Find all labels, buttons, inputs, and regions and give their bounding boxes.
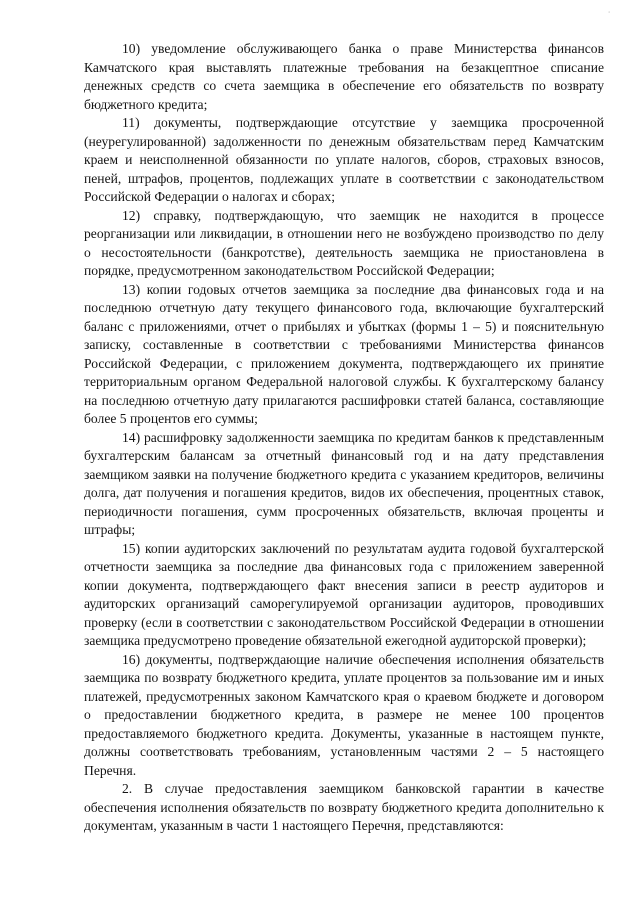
paragraph-item-12: 12) справку, подтверждающую, что заемщик не находится в процессе реорганизации или ликвидации, в отношении него не возбуждено производство по делу о несостоятельности (банкротстве), деятельность заемщика не приостановлена в порядке, предусмотренном законодательством Российской Федерации; bbox=[84, 207, 604, 278]
paragraph-item-14: 14) расшифровку задолженности заемщика по кредитам банков к представленным бухгалтерским балансам за отчетный финансовый год и на дату представления заемщиком заявки на получение бюджетного кредита с указанием кредиторов, величины долга, дат получения и погашения кредитов, видов их обеспечения, процентных ставок, периодичности погашения, сумм просроченных обязательств, включая проценты и штрафы; bbox=[84, 429, 604, 537]
paragraph-part-2: 2. В случае предоставления заемщиком банковской гарантии в качестве обеспечения исполнения обязательств по возврату бюджетного кредита дополнительно к документам, указанным в части 1 настоящего Перечня, представляются: bbox=[84, 781, 604, 833]
paragraph-item-10: 10) уведомление обслуживающего банка о праве Министерства финансов Камчатского края выставлять платежные требования на безакцептное списание денежных средств со счета заемщика в обеспечение его обязательств по возврату бюджетного кредита; bbox=[84, 41, 604, 112]
paragraph-item-13: 13) копии годовых отчетов заемщика за последние два финансовых года и на последнюю отчетную дату текущего финансового года, включающие бухгалтерский баланс с приложениями, отчет о прибылях и убытках (формы 1 – 5) и пояснительную записку, составленные в соответствии с требованиями Министерства финансов Российской Федерации, с приложением документа, подтверждающего их принятие территориальным органом Федеральной налоговой службы. К бухгалтерскому балансу на последнюю отчетную дату прилагаются расшифровки статей баланса, составляющие более 5 процентов его суммы; bbox=[84, 281, 604, 426]
page-corner-mark: ‘ bbox=[608, 10, 610, 19]
paragraph-item-15: 15) копии аудиторских заключений по результатам аудита годовой бухгалтерской отчетности заемщика за последние два финансовых года с приложением заверенной копии документа, подтверждающего факт внесения записи в реестр аудиторов и аудиторских организаций саморегулируемой организации аудиторов, проводивших проверку (если в соответствии с законодательством Российской Федерации в отношении заемщика предусмотрено проведение обязательной ежегодной аудиторской проверки); bbox=[84, 540, 604, 648]
paragraph-item-11: 11) документы, подтверждающие отсутствие у заемщика просроченной (неурегулированной) задолженности по денежным обязательствам перед Камчатским краем и неисполненной обязанности по уплате налогов, сборов, страховых взносов, пеней, штрафов, процентов, подлежащих уплате в соответствии с законодательством Российской Федерации о налогах и сборах; bbox=[84, 115, 604, 204]
paragraph-item-16: 16) документы, подтверждающие наличие обеспечения исполнения обязательств заемщика по возврату бюджетного кредита, уплате процентов за пользование им и иных платежей, предусмотренных законом Камчатского края о краевом бюджете и договором о предоставлении бюджетного кредита, в размере не менее 100 процентов предоставляемого бюджетного кредита. Документы, указанные в настоящем пункте, должны соответствовать требованиям, установленным частями 2 – 5 настоящего Перечня. bbox=[84, 651, 604, 778]
